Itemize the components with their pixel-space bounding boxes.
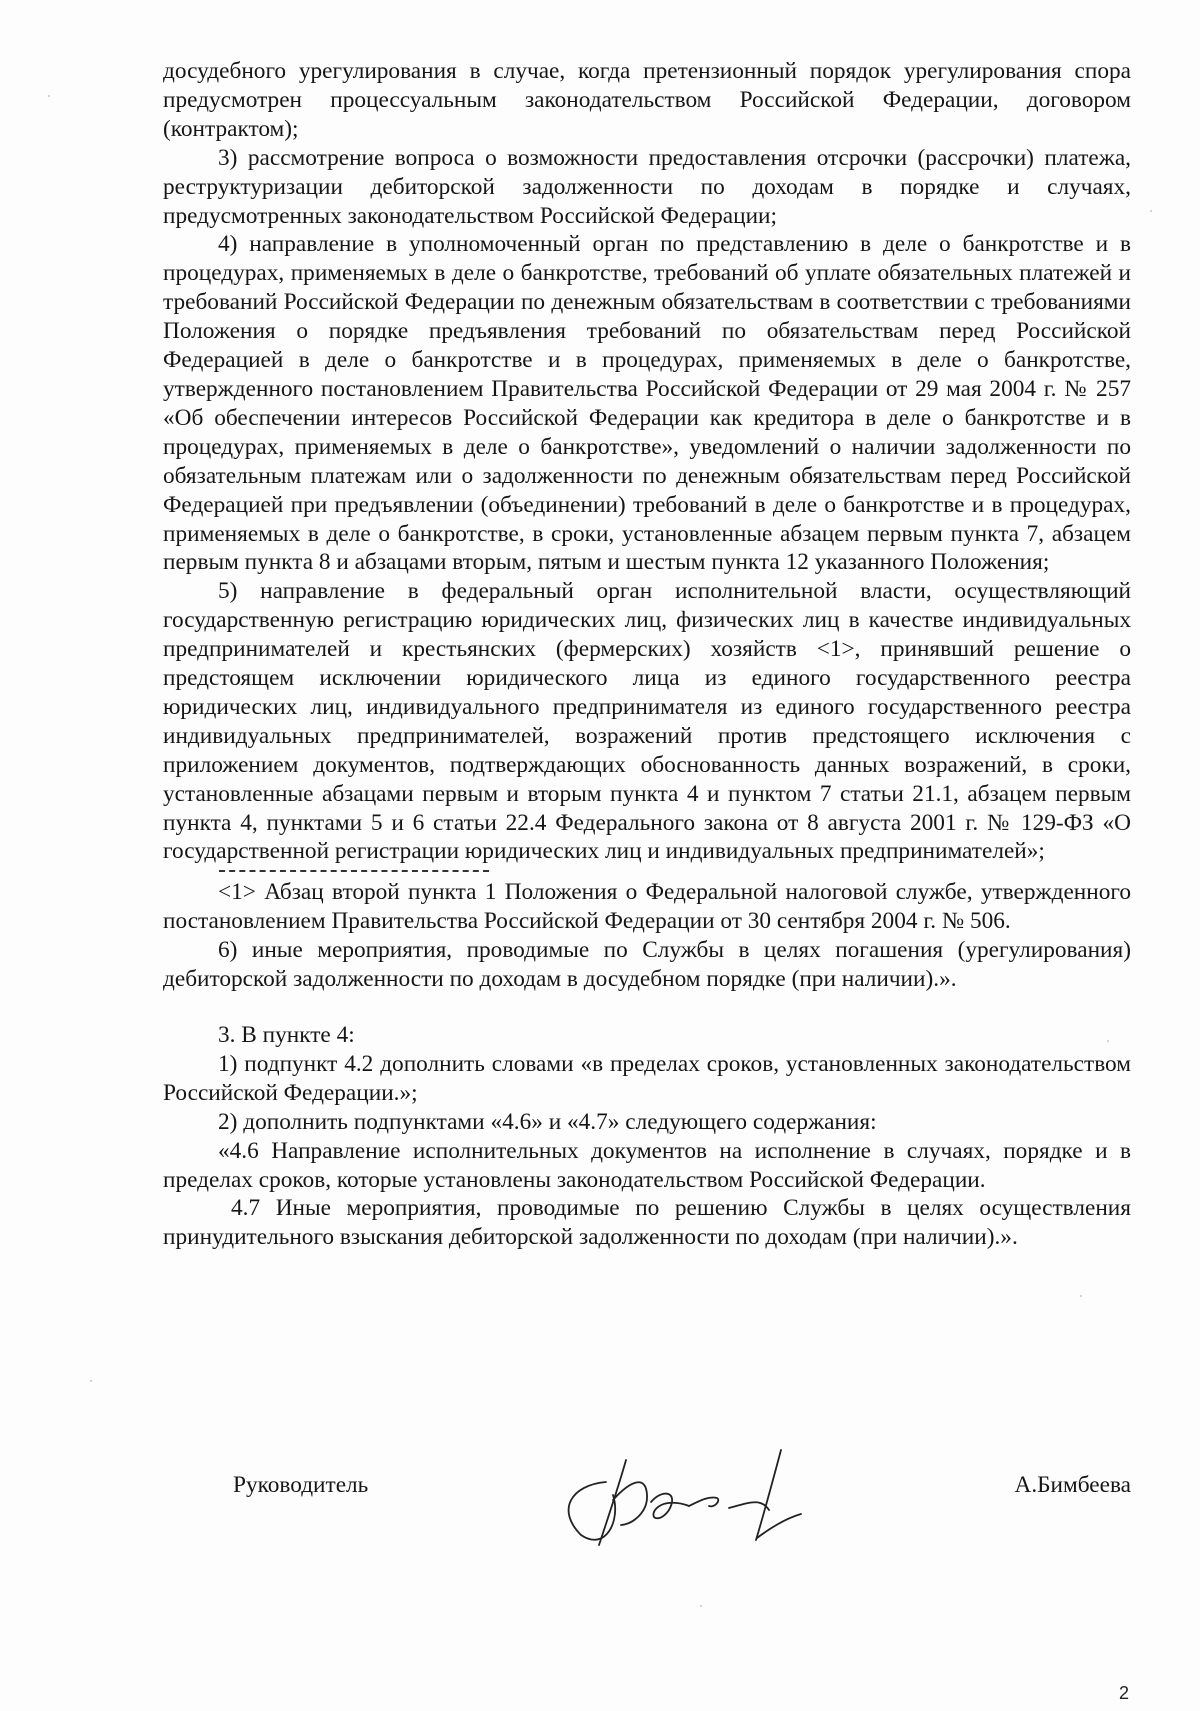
- scan-speck: [700, 1605, 702, 1607]
- footnote-1: <1> Абзац второй пункта 1 Положения о Федеральной налоговой службе, утвержденного постановлением Правительства Российской Федерации от 30 сентября 2004 г. № 506.: [163, 879, 1131, 935]
- scan-speck: [48, 95, 50, 97]
- paragraph-item-5: 5) направление в федеральный орган исполнительной власти, осуществляющий государственную регистрацию юридических лиц, физических лиц в качестве индивидуальных предпринимателей и крестьянских (фермерских) хозяйств <1>, принявший решение о предстоящем исключении юридического лица из единого государственного реестра юридических лиц, индивидуального предпринимателя из единого государственного реестра индивидуальных предпринимателей, возражений против предстоящего исключения с приложением документов, подтверждающих обоснованность данных возражений, в сроки, установленные абзацами первым и вторым пункта 4 и пунктом 7 статьи 21.1, абзацем первым пункта 4, пунктами 5 и 6 статьи 22.4 Федерального закона от 8 августа 2001 г. № 129-ФЗ «О государственной регистрации юридических лиц и индивидуальных предпринимателей»;: [163, 578, 1131, 865]
- subitem-4-7: 4.7 Иные мероприятия, проводимые по решению Службы в целях осуществления принудительного взыскания дебиторской задолженности по доходам (при наличии).».: [163, 1195, 1131, 1251]
- signatory-title: Руководитель: [233, 1472, 369, 1498]
- section-3-item-1: 1) подпункт 4.2 дополнить словами «в пределах сроков, установленных законодательством Российской Федерации.»;: [163, 1050, 1131, 1106]
- page-number: 2: [1119, 1683, 1130, 1703]
- handwritten-signature-icon: [551, 1440, 821, 1550]
- footnote-separator: [219, 870, 489, 872]
- document-body: [163, 57, 1131, 1252]
- signature-block: [163, 1440, 1131, 1550]
- paragraph-item-3: 3) рассмотрение вопроса о возможности предоставления отсрочки (рассрочки) платежа, реструктуризации дебиторской задолженности по доходам в порядке и случаях, предусмотренных законодательством Российской Федерации;: [163, 144, 1131, 229]
- section-3-item-2: 2) дополнить подпунктами «4.6» и «4.7» следующего содержания:: [218, 1108, 877, 1135]
- signatory-name: А.Бимбеева: [1014, 1472, 1131, 1498]
- scan-speck: [1080, 1295, 1082, 1297]
- paragraph-item-6: 6) иные мероприятия, проводимые по Службы в целях погашения (урегулирования) дебиторской задолженности по доходам в досудебном порядке (при наличии).».: [163, 937, 1131, 993]
- paragraph-continuation: досудебного урегулирования в случае, когда претензионный порядок урегулирования спора предусмотрен процессуальным законодательством Российской Федерации, договором (контрактом);: [163, 58, 1131, 142]
- paragraph-item-4: 4) направление в уполномоченный орган по представлению в деле о банкротстве и в процедурах, применяемых в деле о банкротстве, требований об уплате обязательных платежей и требований Российской Федерации по денежным обязательствам в соответствии с требованиями Положения о порядке предъявления требований по обязательствам перед Российской Федерацией в деле о банкротстве и в процедурах, применяемых в деле о банкротстве, утвержденного постановлением Правительства Российской Федерации от 29 мая 2004 г. № 257 «Об обеспечении интересов Российской Федерации как кредитора в деле о банкротстве и в процедурах, применяемых в деле о банкротстве», уведомлений о наличии задолженности по обязательным платежам или о задолженности по денежным обязательствам перед Российской Федерацией при предъявлении (объединении) требований в деле о банкротстве и в процедурах, применяемых в деле о банкротстве, в сроки, установленные абзацем первым пункта 7, абзацем первым пункта 8 и абзацами вторым, пятым и шестым пункта 12 указанного Положения;: [163, 231, 1131, 576]
- scan-speck: [1150, 210, 1152, 212]
- section-3-heading: 3. В пункте 4:: [218, 1022, 355, 1048]
- subitem-4-6: «4.6 Направление исполнительных документов на исполнение в случаях, порядке и в пределах сроков, которые установлены законодательством Российской Федерации.: [163, 1137, 1131, 1193]
- scan-speck: [90, 1380, 92, 1382]
